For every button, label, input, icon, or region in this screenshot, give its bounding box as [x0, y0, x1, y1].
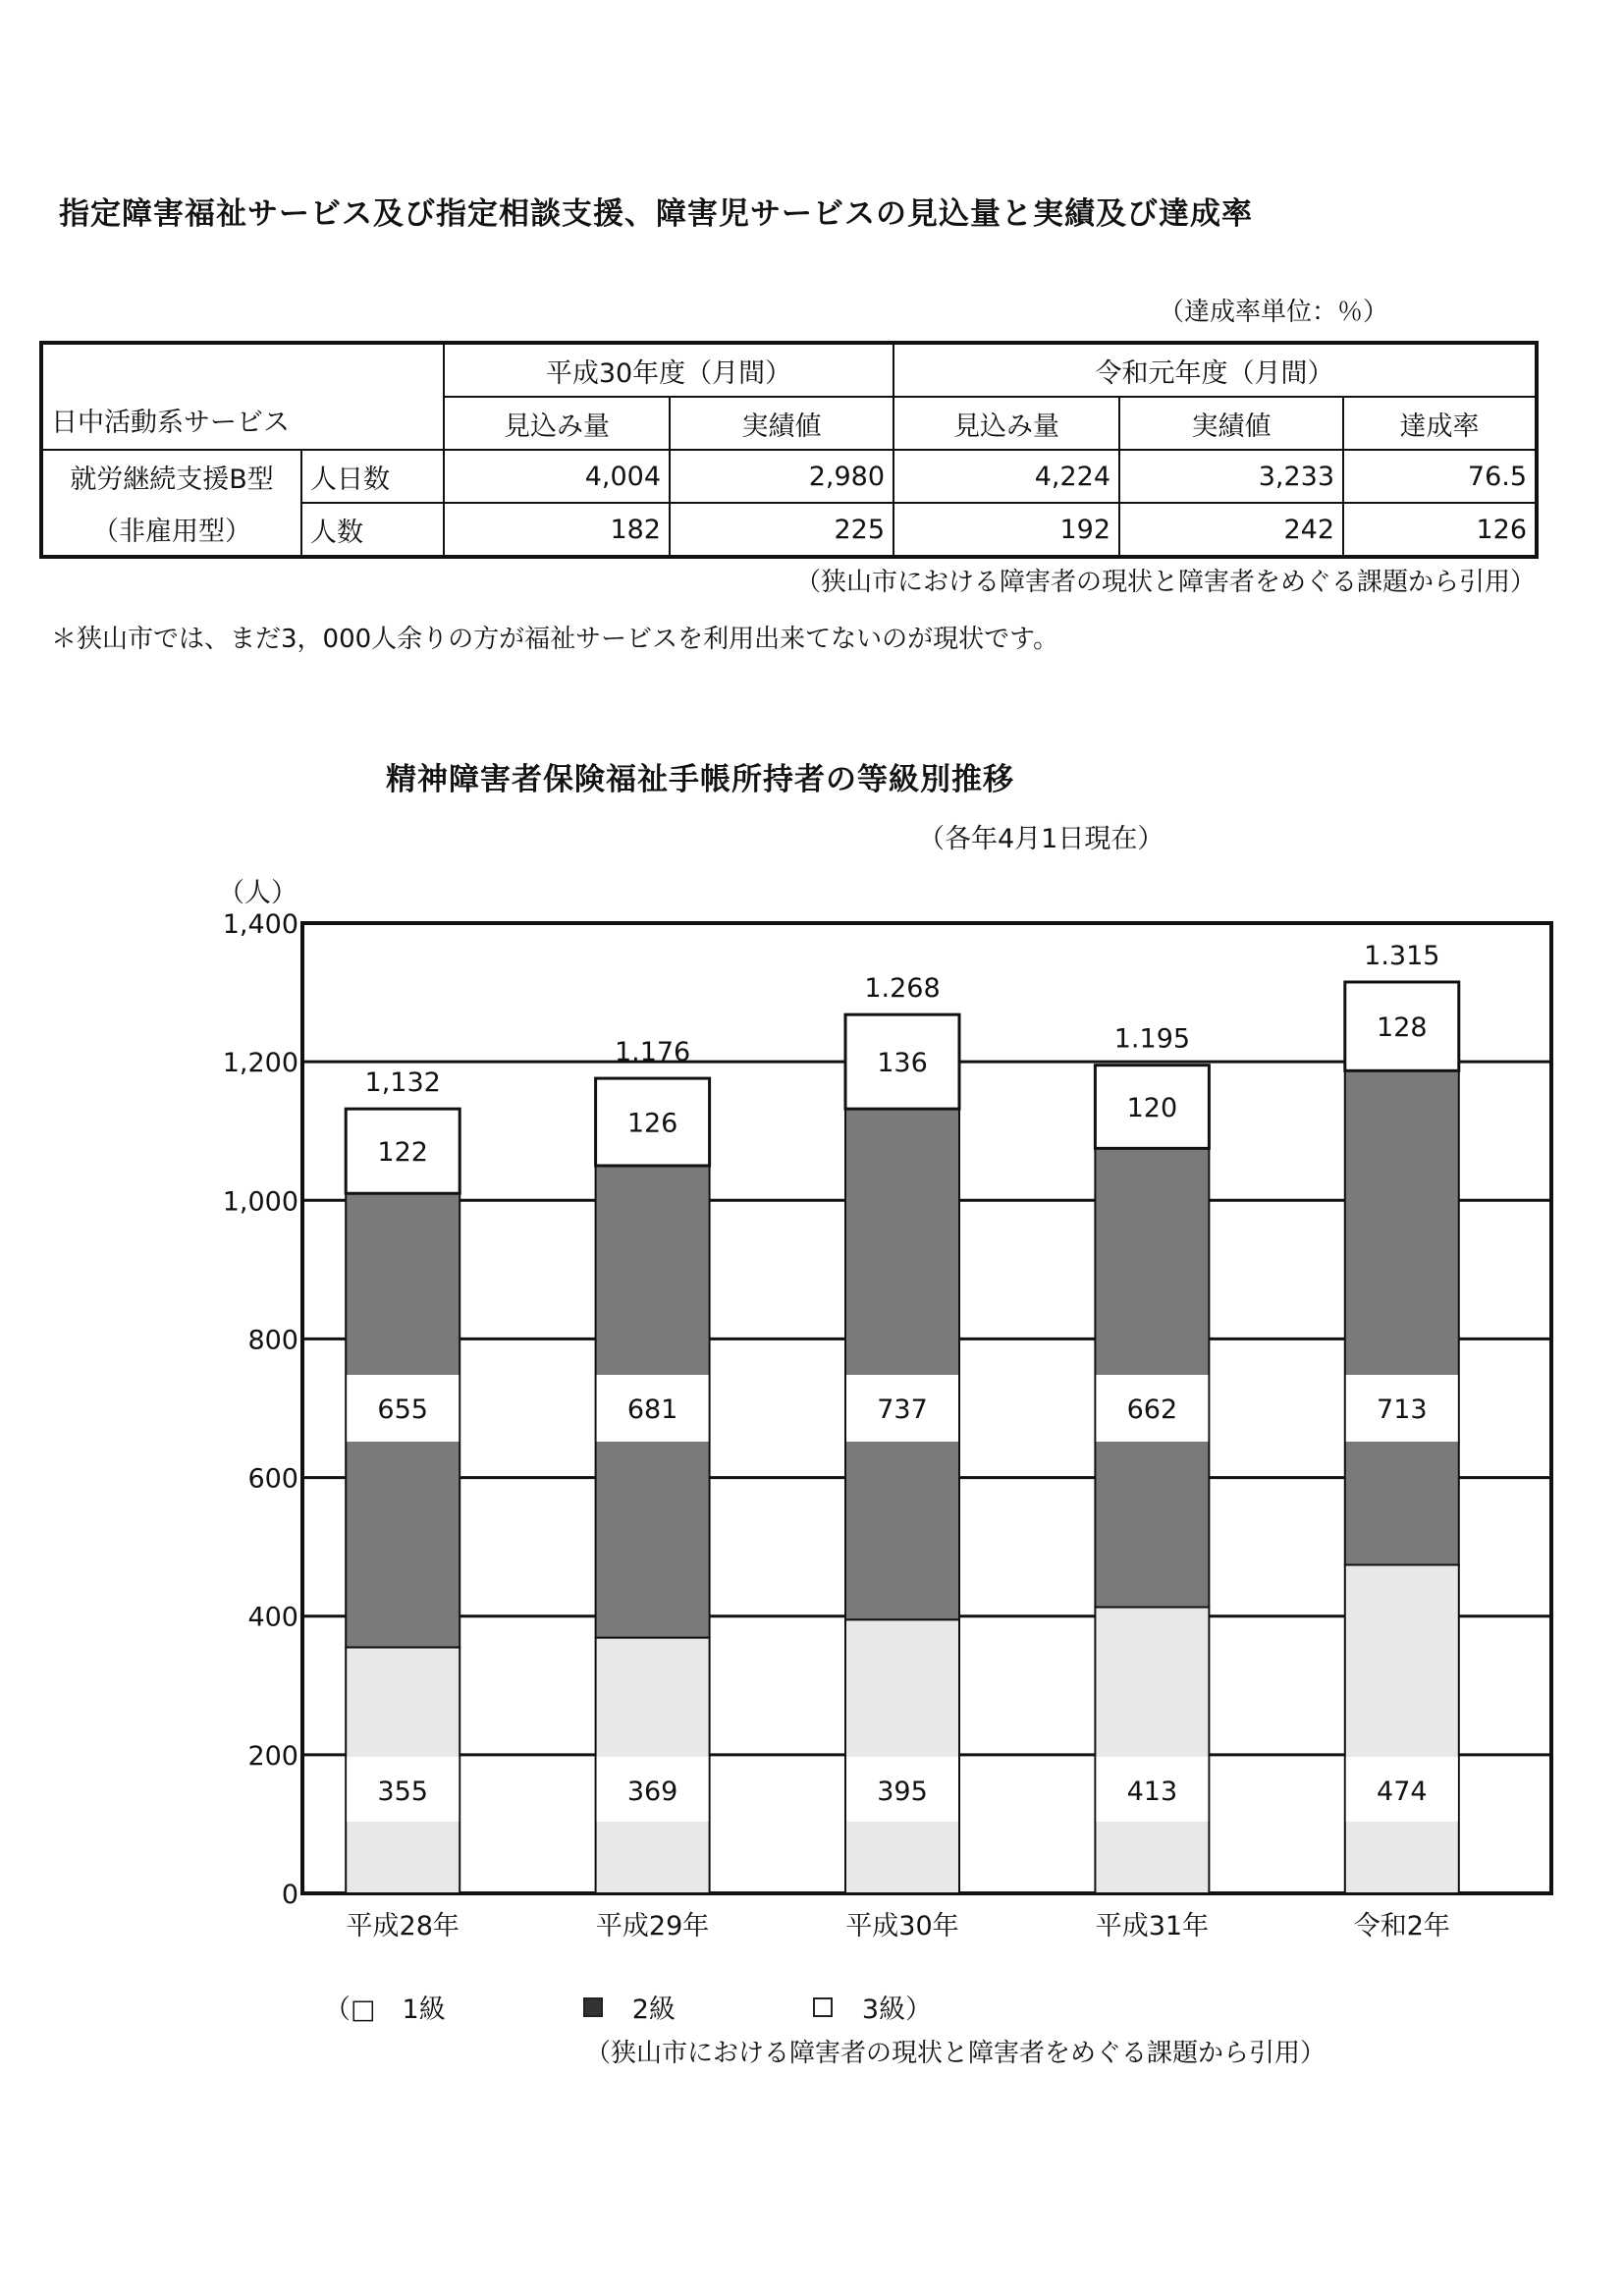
- data-label-grade1: 128: [1377, 1012, 1428, 1044]
- x-tick-label: 令和2年: [1353, 1911, 1450, 1941]
- cell: 3,233: [1119, 450, 1343, 503]
- data-label-grade1: 136: [877, 1048, 928, 1079]
- legend-swatch-light: [813, 1997, 833, 2017]
- data-label-grade2: 681: [626, 1394, 678, 1425]
- data-label-grade3: 355: [377, 1776, 428, 1807]
- data-label-grade3: 474: [1377, 1776, 1428, 1807]
- legend-grade2-label: 2級: [631, 1995, 676, 2025]
- data-label-grade3: 395: [877, 1776, 928, 1807]
- total-label: 1.268: [864, 973, 941, 1005]
- table-source: （狭山市における障害者の現状と障害者をめぐる課題から引用）: [794, 568, 1536, 597]
- col-rate: 達成率: [1343, 397, 1537, 450]
- col-expected-30: 見込み量: [444, 397, 670, 450]
- total-label: 1.195: [1113, 1023, 1191, 1055]
- service-name: 就労継続支援B型: [41, 450, 301, 503]
- col-expected-1: 見込み量: [893, 397, 1119, 450]
- y-tick-label: 1,000: [222, 1186, 298, 1218]
- cell: 192: [893, 503, 1119, 557]
- group-header: 日中活動系サービス: [41, 343, 444, 450]
- data-label-grade2: 713: [1377, 1394, 1428, 1425]
- cell: 76.5: [1343, 450, 1537, 503]
- bar-grade2: [1345, 1070, 1459, 1564]
- bar-grade3: [1345, 1564, 1459, 1893]
- legend-swatch-dark: [583, 1997, 603, 2017]
- chart-source: （狭山市における障害者の現状と障害者をめぐる課題から引用）: [585, 2039, 1326, 2068]
- x-tick-label: 平成31年: [1095, 1911, 1210, 1941]
- y-tick-label: 0: [281, 1880, 298, 1910]
- col-actual-1: 実績値: [1119, 397, 1343, 450]
- bar-grade3: [845, 1619, 959, 1893]
- legend: [324, 1988, 1010, 2026]
- cell: 126: [1343, 503, 1537, 557]
- y-axis-label: （人）: [218, 878, 298, 908]
- row-label: 人数: [301, 503, 444, 557]
- y-tick-label: 1,400: [222, 909, 298, 940]
- row-label: 人日数: [301, 450, 444, 503]
- total-label: 1.176: [614, 1037, 691, 1068]
- data-label-grade2: 737: [877, 1394, 928, 1425]
- cell: 182: [444, 503, 670, 557]
- legend-grade1: [324, 1988, 446, 2026]
- y-tick-label: 600: [247, 1463, 298, 1495]
- y-tick-label: 400: [247, 1602, 298, 1633]
- y-tick-label: 800: [247, 1325, 298, 1356]
- table-title: 指定障害福祉サービス及び指定相談支援、障害児サービスの見込量と実績及び達成率: [59, 196, 1253, 232]
- period1-header: 平成30年度（月間）: [444, 343, 893, 397]
- period2-header: 令和元年度（月間）: [893, 343, 1537, 397]
- cell: 4,224: [893, 450, 1119, 503]
- x-tick-label: 平成28年: [346, 1911, 460, 1941]
- y-tick-label: 1,200: [222, 1048, 298, 1079]
- data-label-grade3: 369: [626, 1776, 678, 1807]
- col-actual-30: 実績値: [670, 397, 893, 450]
- total-label: 1,132: [364, 1067, 441, 1099]
- note: ＊狭山市では、まだ3，000人余りの方が福祉サービスを利用出来てないのが現状です。: [51, 625, 1059, 654]
- bar-grade3: [1095, 1608, 1209, 1893]
- data-label-grade1: 122: [377, 1137, 428, 1169]
- cell: 2,980: [670, 450, 893, 503]
- y-tick-label: 200: [247, 1740, 298, 1772]
- data-label-grade1: 126: [626, 1108, 678, 1139]
- legend-grade3: [813, 1988, 932, 2026]
- x-tick-label: 平成29年: [595, 1911, 710, 1941]
- cell: 225: [670, 503, 893, 557]
- legend-grade3-label: 3級）: [861, 1995, 933, 2025]
- bar-grade2: [845, 1109, 959, 1619]
- legend-grade1-label: （□ 1級: [324, 1995, 446, 2025]
- data-label-grade2: 662: [1126, 1394, 1178, 1425]
- total-label: 1.315: [1364, 940, 1440, 971]
- chart-title: 精神障害者保険福祉手帳所持者の等級別推移: [386, 762, 1014, 797]
- data-label-grade2: 655: [377, 1394, 428, 1425]
- unit-note: （達成率単位：％）: [1159, 298, 1389, 327]
- legend-grade2: [583, 1988, 676, 2026]
- as-of-date: （各年4月1日現在）: [918, 824, 1164, 854]
- x-tick-label: 平成30年: [845, 1911, 959, 1941]
- data-label-grade1: 120: [1126, 1093, 1178, 1124]
- cell: 4,004: [444, 450, 670, 503]
- data-label-grade3: 413: [1126, 1776, 1178, 1807]
- cell: 242: [1119, 503, 1343, 557]
- service-sub: （非雇用型）: [41, 503, 301, 557]
